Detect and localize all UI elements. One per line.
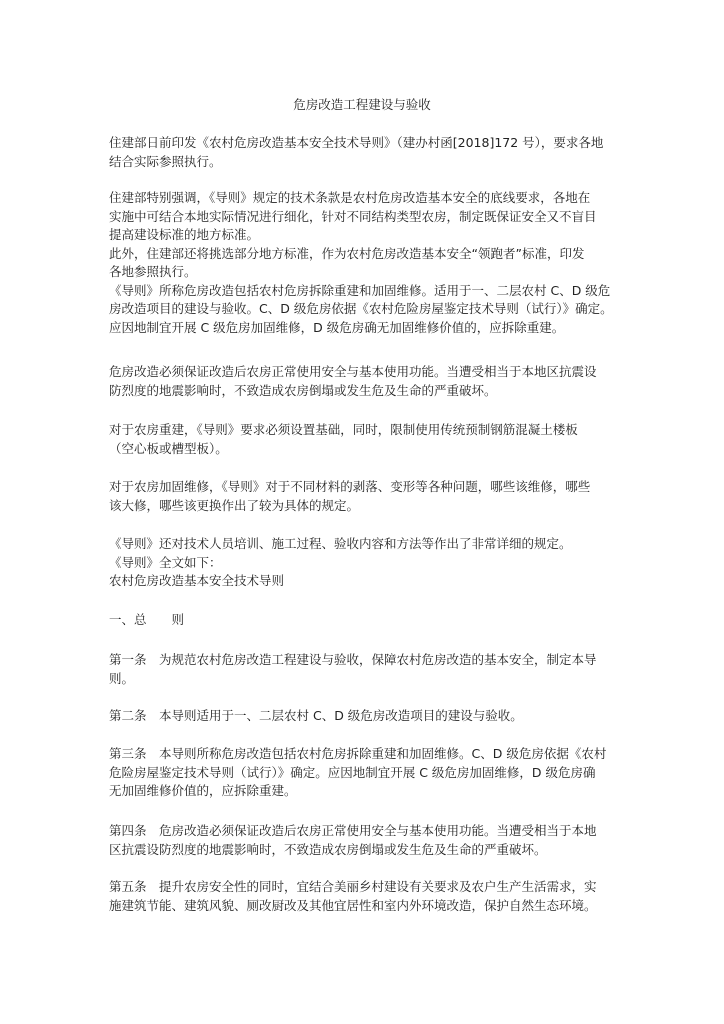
paragraph-line: 第五条 提升农房安全性的同时，宜结合美丽乡村建设有关要求及农户生产生活需求，实 [109,879,597,894]
paragraph-line: 住建部日前印发《农村危房改造基本安全技术导则》（建办村函[2018]172 号），要求各地 [109,135,604,150]
article [109,822,623,859]
paragraph-line: 第三条 本导则所称危房改造包括农村危房拆除重建和加固维修。C、D 级危房依据《农村 [109,746,607,761]
paragraph-line: 《导则》所称危房改造包括农村危房拆除重建和加固维修。适用于一、二层农村 C、D 级危 [109,282,611,298]
paragraph-line: 实施中可结合本地实际情况进行细化，针对不同结构类型农房，制定既保证安全又不盲目 [109,208,597,224]
paragraph-line: 该大修，哪些该更换作出了较为具体的规定。 [109,497,360,513]
article [109,878,623,915]
paragraph-line: 各地参照执行。 [109,264,197,279]
paragraph-line: 此外，住建部还将挑选部分地方标准，作为农村危房改造基本安全“领跑者”标准，印发 [109,245,585,261]
paragraph-line: 对于农房加固维修，《导则》对于不同材料的剥落、变形等各种问题，哪些该维修，哪些 [109,479,591,494]
paragraph-line: 《导则》还对技术人员培训、施工过程、验收内容和方法等作出了非常详细的规定。 [109,536,572,551]
paragraph-line: 区抗震设防烈度的地震影响时，不致造成农房倒塌或发生危及生命的严重破坏。 [109,841,547,857]
paragraph-line: 一、总 则 [109,612,185,627]
article [109,745,623,801]
paragraph-line: 农村危房改造基本安全技术导则 [109,573,285,588]
paragraph-line: 危险房屋鉴定技术导则（试行）》确定。应因地制宜开展 C 级危房加固维修，D 级危房确 [109,764,596,780]
paragraph [109,478,623,515]
paragraph-line: 第四条 危房改造必须保证改造后农房正常使用安全与基本使用功能。当遭受相当于本地 [109,823,597,838]
paragraph-line: 《导则》全文如下： [109,554,222,570]
paragraph-line: 施建筑节能、建筑风貌、厕改厨改及其他宜居性和室内外环境改造，保护自然生态环境。 [109,897,597,913]
paragraph-line: 应因地制宜开展 C 级危房加固维修，D 级危房确无加固维修价值的，应拆除重建。 [109,319,565,335]
paragraph-line: 危房改造必须保证改造后农房正常使用安全与基本使用功能。当遭受相当于本地区抗震设 [109,364,597,379]
paragraph [109,134,623,171]
paragraph [109,189,623,337]
paragraph-line: 则。 [109,670,135,686]
page-title: 危房改造工程建设与验收 [293,97,431,112]
paragraph-line: 对于农房重建，《导则》要求必须设置基础，同时，限制使用传统预制钢筋混凝土楼板 [109,422,578,437]
section-heading [109,611,623,630]
paragraph-line: 结合实际参照执行。 [109,153,222,169]
paragraph [109,363,623,400]
paragraph-line: 房改造项目的建设与验收。C、D 级危房依据《农村危险房屋鉴定技术导则（试行）》确定。 [109,301,613,316]
paragraph-line: 无加固维修价值的，应拆除重建。 [109,783,297,798]
paragraph-line: 提高建设标准的地方标准。 [109,227,260,242]
paragraph-line: （空心板或槽型板）。 [109,440,228,456]
article [109,651,623,688]
paragraph-line: 住建部特别强调，《导则》规定的技术条款是农村危房改造基本安全的底线要求，各地在 [109,190,591,205]
paragraph [109,421,623,458]
paragraph-line: 第二条 本导则适用于一、二层农村 C、D 级危房改造项目的建设与验收。 [109,708,523,723]
paragraph-line: 第一条 为规范农村危房改造工程建设与验收，保障农村危房改造的基本安全，制定本导 [109,652,597,667]
paragraph [109,535,623,591]
paragraph-line: 防烈度的地震影响时，不致造成农房倒塌或发生危及生命的严重破坏。 [109,382,497,398]
article [109,707,623,726]
